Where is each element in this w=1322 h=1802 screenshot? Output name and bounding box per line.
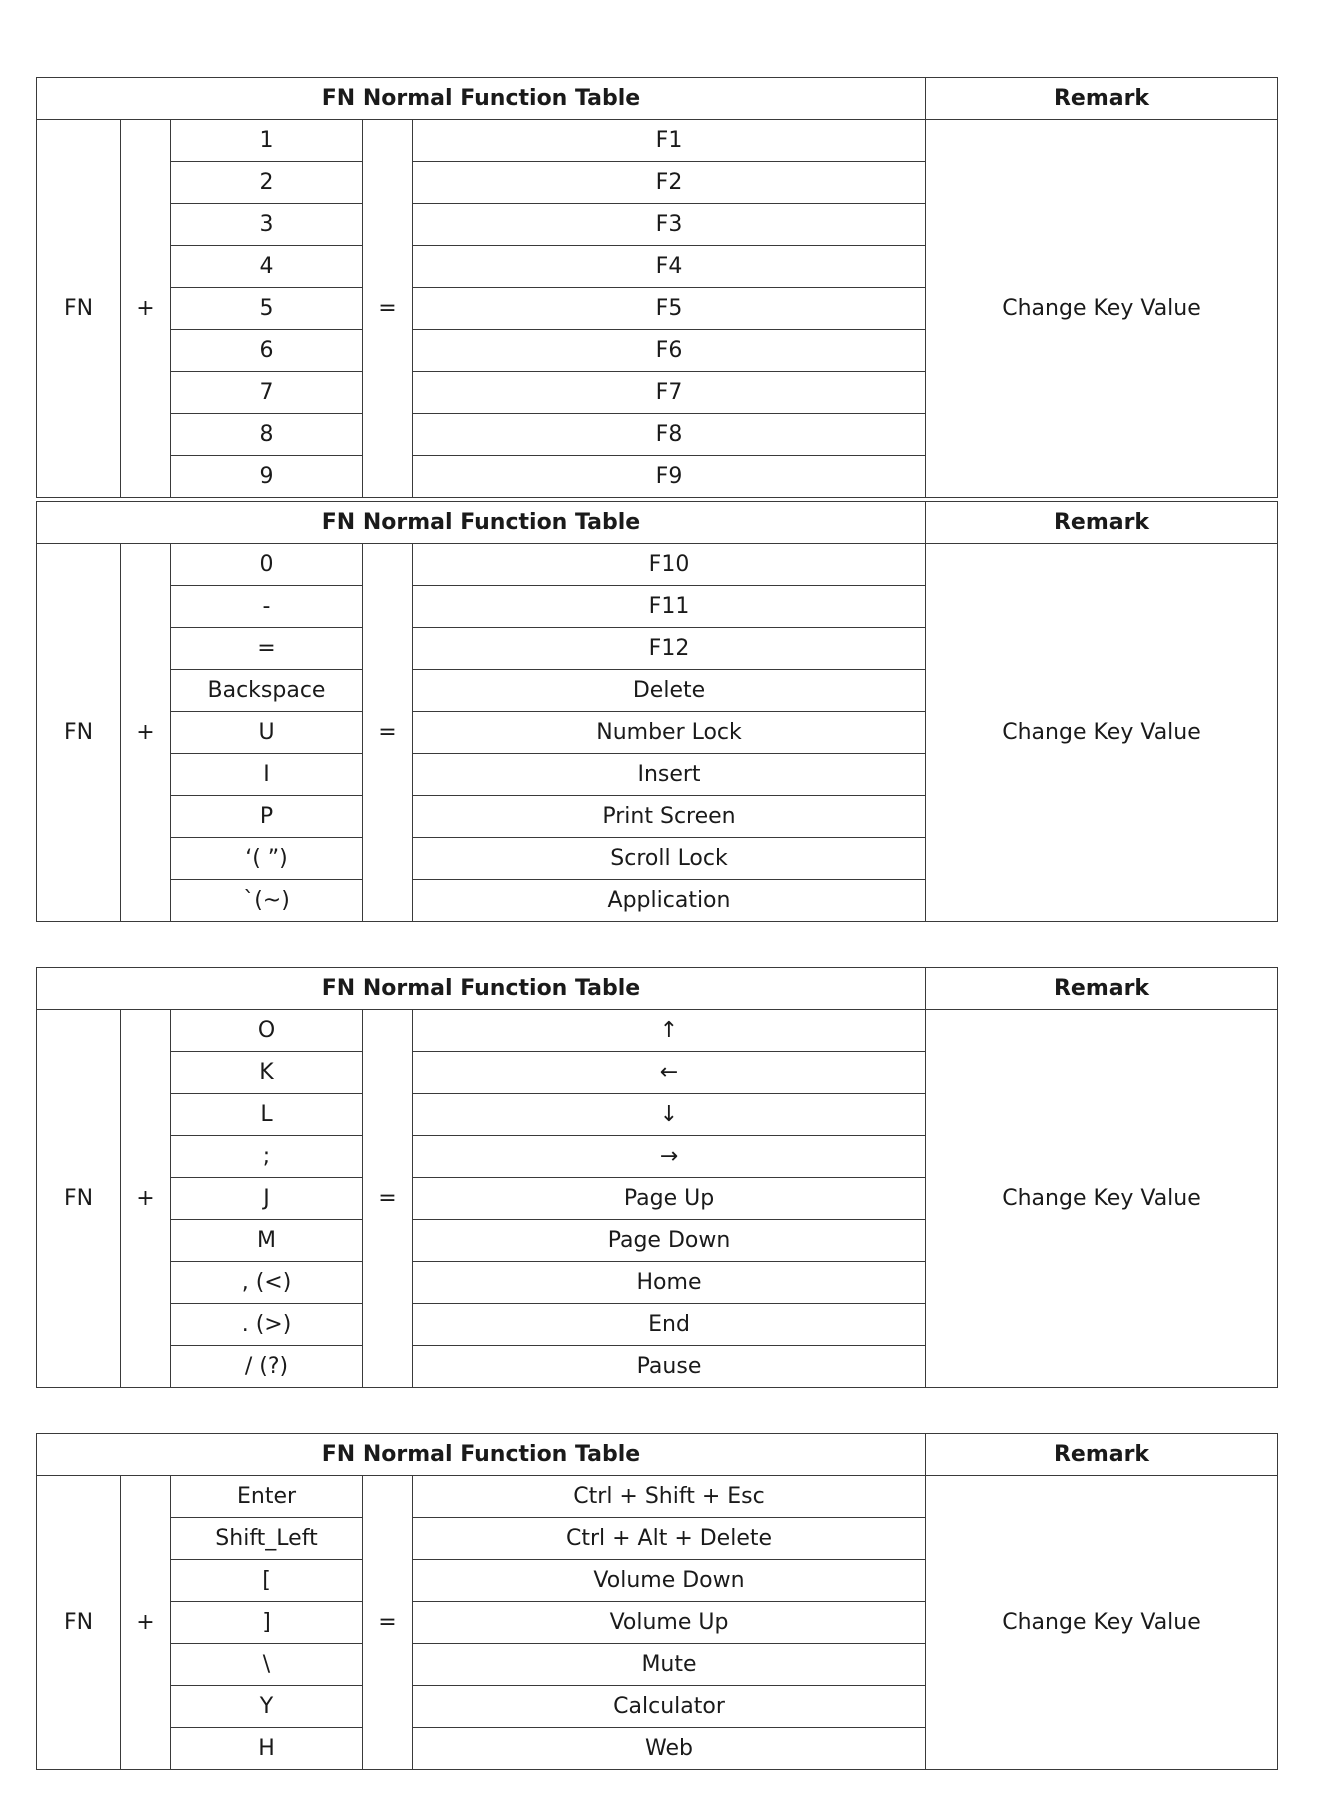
key-cell: ‘( ”) [171,838,363,880]
result-cell: ↓ [413,1094,926,1136]
key-cell: M [171,1220,363,1262]
key-cell: O [171,1010,363,1052]
fn-table-1 [36,77,1278,498]
remark-header: Remark [926,502,1278,544]
key-cell: \ [171,1644,363,1686]
result-cell: F1 [413,120,926,162]
fn-table-2 [36,501,1278,922]
result-cell: Ctrl + Alt + Delete [413,1518,926,1560]
remark-cell: Change Key Value [926,1476,1278,1770]
table-title: FN Normal Function Table [37,502,926,544]
key-cell: ; [171,1136,363,1178]
key-cell: `(~) [171,880,363,922]
key-cell: . (>) [171,1304,363,1346]
result-cell: F5 [413,288,926,330]
result-cell: F12 [413,628,926,670]
result-cell: F11 [413,586,926,628]
key-cell: K [171,1052,363,1094]
key-cell: , (<) [171,1262,363,1304]
fn-key-cell: FN [37,1010,121,1388]
result-cell: F7 [413,372,926,414]
result-cell: F4 [413,246,926,288]
remark-header: Remark [926,968,1278,1010]
result-cell: F3 [413,204,926,246]
key-cell: Y [171,1686,363,1728]
fn-key-cell: FN [37,544,121,922]
result-cell: → [413,1136,926,1178]
key-cell: = [171,628,363,670]
result-cell: F6 [413,330,926,372]
key-cell: / (?) [171,1346,363,1388]
table-title: FN Normal Function Table [37,1434,926,1476]
key-cell: [ [171,1560,363,1602]
result-cell: Mute [413,1644,926,1686]
plus-sign-cell: + [121,1010,171,1388]
key-cell: 6 [171,330,363,372]
result-cell: Volume Down [413,1560,926,1602]
key-cell: H [171,1728,363,1770]
remark-header: Remark [926,1434,1278,1476]
key-cell: 4 [171,246,363,288]
table-header-row [37,502,1278,544]
equals-sign-cell: = [363,544,413,922]
fn-key-cell: FN [37,1476,121,1770]
key-cell: P [171,796,363,838]
key-cell: Backspace [171,670,363,712]
equals-sign-cell: = [363,120,413,498]
result-cell: Ctrl + Shift + Esc [413,1476,926,1518]
key-cell: 8 [171,414,363,456]
result-cell: F9 [413,456,926,498]
table-header-row [37,968,1278,1010]
table-header-row [37,78,1278,120]
key-cell: 1 [171,120,363,162]
result-cell: End [413,1304,926,1346]
result-cell: Home [413,1262,926,1304]
table-header-row [37,1434,1278,1476]
key-cell: 2 [171,162,363,204]
result-cell: F8 [413,414,926,456]
plus-sign-cell: + [121,544,171,922]
key-cell: 7 [171,372,363,414]
key-cell: ] [171,1602,363,1644]
result-cell: ↑ [413,1010,926,1052]
fn-key-cell: FN [37,120,121,498]
fn-table-4 [36,1433,1278,1770]
result-cell: Page Up [413,1178,926,1220]
result-cell: Delete [413,670,926,712]
table-title: FN Normal Function Table [37,968,926,1010]
result-cell: Calculator [413,1686,926,1728]
result-cell: Insert [413,754,926,796]
remark-header: Remark [926,78,1278,120]
remark-cell: Change Key Value [926,120,1278,498]
equals-sign-cell: = [363,1010,413,1388]
remark-cell: Change Key Value [926,1010,1278,1388]
key-cell: J [171,1178,363,1220]
result-cell: Print Screen [413,796,926,838]
key-cell: Enter [171,1476,363,1518]
key-cell: Shift_Left [171,1518,363,1560]
result-cell: Number Lock [413,712,926,754]
result-cell: Scroll Lock [413,838,926,880]
table-title: FN Normal Function Table [37,78,926,120]
key-cell: L [171,1094,363,1136]
table-row [37,544,1278,586]
result-cell: Page Down [413,1220,926,1262]
key-cell: 9 [171,456,363,498]
result-cell: F2 [413,162,926,204]
key-cell: 5 [171,288,363,330]
result-cell: Volume Up [413,1602,926,1644]
table-row [37,1010,1278,1052]
key-cell: I [171,754,363,796]
equals-sign-cell: = [363,1476,413,1770]
result-cell: ← [413,1052,926,1094]
result-cell: F10 [413,544,926,586]
key-cell: 3 [171,204,363,246]
result-cell: Web [413,1728,926,1770]
table-row [37,120,1278,162]
plus-sign-cell: + [121,1476,171,1770]
key-cell: U [171,712,363,754]
plus-sign-cell: + [121,120,171,498]
table-row [37,1476,1278,1518]
result-cell: Pause [413,1346,926,1388]
result-cell: Application [413,880,926,922]
remark-cell: Change Key Value [926,544,1278,922]
fn-table-3 [36,967,1278,1388]
key-cell: 0 [171,544,363,586]
key-cell: - [171,586,363,628]
